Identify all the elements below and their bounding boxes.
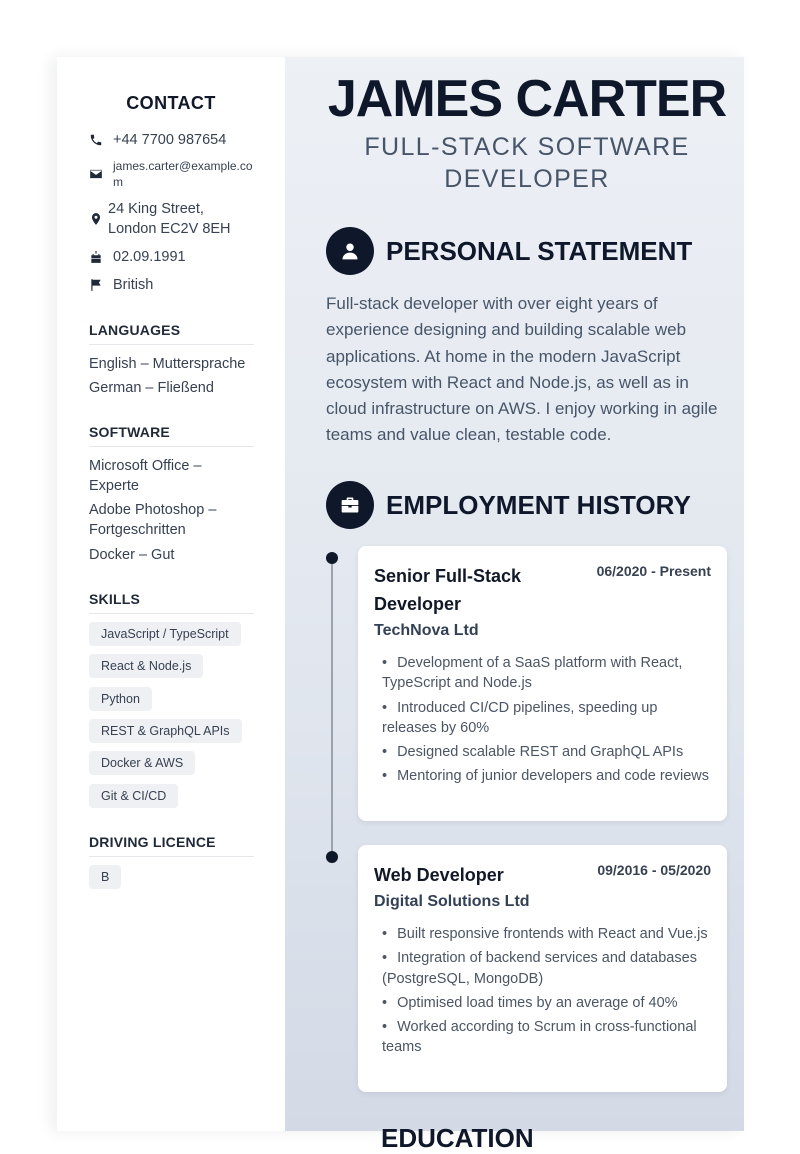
job-card [358, 546, 727, 821]
software-item: Microsoft Office – Experte [89, 458, 202, 494]
education-heading: EDUCATION [381, 1123, 534, 1153]
personal-statement-heading: PERSONAL STATEMENT [386, 236, 693, 266]
phone-text: +44 7700 987654 [113, 132, 227, 148]
job-bullet: • Designed scalable REST and GraphQL APIs [382, 742, 711, 762]
driving-licence-chip: B [89, 865, 121, 889]
birthday-cake-icon [89, 247, 113, 267]
job-role: Senior Full-Stack Developer [374, 566, 522, 614]
skill-chip: Docker & AWS [89, 751, 195, 775]
job-bullets [374, 924, 711, 1058]
skills-heading: SKILLS [89, 591, 254, 614]
job-bullet: • Introduced CI/CD pipelines, speeding up releases by 60% [382, 698, 711, 739]
language-item: German – Fließend [89, 380, 214, 396]
job-bullet: • Optimised load times by an average of 40% [382, 993, 711, 1013]
job-bullet: • Integration of backend services and databases (PostgreSQL, MongoDB) [382, 948, 711, 989]
skill-chip: React & Node.js [89, 654, 203, 678]
timeline-dot [326, 851, 338, 863]
skill-chip: Python [89, 687, 152, 711]
job-title: FULL-STACK SOFTWARE DEVELOPER [364, 133, 690, 193]
contact-address [89, 199, 254, 239]
job-date: 06/2020 - Present [596, 563, 711, 579]
personal-statement-text: Full-stack developer with over eight years of experience designing and building scalable web applications. At home in the modern JavaScript ecosystem with React and Node.js, as well as in cloud infrastructure on AWS. I enjoy working in agile teams and value clean, testable code. [326, 294, 718, 445]
main-content [285, 57, 744, 1153]
contact-nationality [89, 275, 254, 295]
candidate-name: JAMES CARTER [327, 70, 727, 128]
contact-phone [89, 130, 254, 150]
skill-chip: REST & GraphQL APIs [89, 719, 242, 743]
job-bullet: • Mentoring of junior developers and code reviews [382, 766, 711, 786]
job-card [358, 845, 727, 1092]
job-bullet: • Built responsive frontends with React and Vue.js [382, 924, 711, 944]
job-company: TechNova Ltd [374, 622, 479, 639]
driving-licence-heading: DRIVING LICENCE [89, 834, 254, 857]
employment-history-heading: EMPLOYMENT HISTORY [386, 490, 691, 520]
software-item: Adobe Photoshop – Fortgeschritten [89, 502, 217, 538]
birthdate-text: 02.09.1991 [113, 249, 186, 265]
sidebar [57, 57, 285, 1131]
email-text: james.carter@example.com [113, 159, 253, 189]
flag-icon [89, 275, 113, 295]
job-role: Web Developer [374, 865, 504, 885]
briefcase-icon [326, 481, 374, 529]
software-heading: SOFTWARE [89, 424, 254, 447]
contact-birthdate [89, 247, 254, 267]
envelope-icon [89, 158, 113, 190]
user-icon [326, 227, 374, 275]
software-item: Docker – Gut [89, 547, 175, 563]
job-bullet: • Worked according to Scrum in cross-functional teams [382, 1017, 711, 1058]
timeline-dot [326, 552, 338, 564]
skill-chip: JavaScript / TypeScript [89, 622, 241, 646]
job-date: 09/2016 - 05/2020 [597, 862, 711, 878]
contact-heading: CONTACT [126, 93, 216, 113]
languages-heading: LANGUAGES [89, 322, 254, 345]
job-bullet: • Development of a SaaS platform with React, TypeScript and Node.js [382, 653, 711, 694]
timeline-line [331, 557, 333, 857]
nationality-text: British [113, 277, 154, 293]
contact-email [89, 158, 254, 190]
job-bullets [374, 653, 711, 787]
skill-chip: Git & CI/CD [89, 784, 178, 808]
map-pin-icon [89, 199, 108, 239]
phone-icon [89, 130, 113, 150]
language-item: English – Muttersprache [89, 356, 246, 372]
address-text: 24 King Street, London EC2V 8EH [108, 201, 231, 237]
job-company: Digital Solutions Ltd [374, 893, 530, 910]
